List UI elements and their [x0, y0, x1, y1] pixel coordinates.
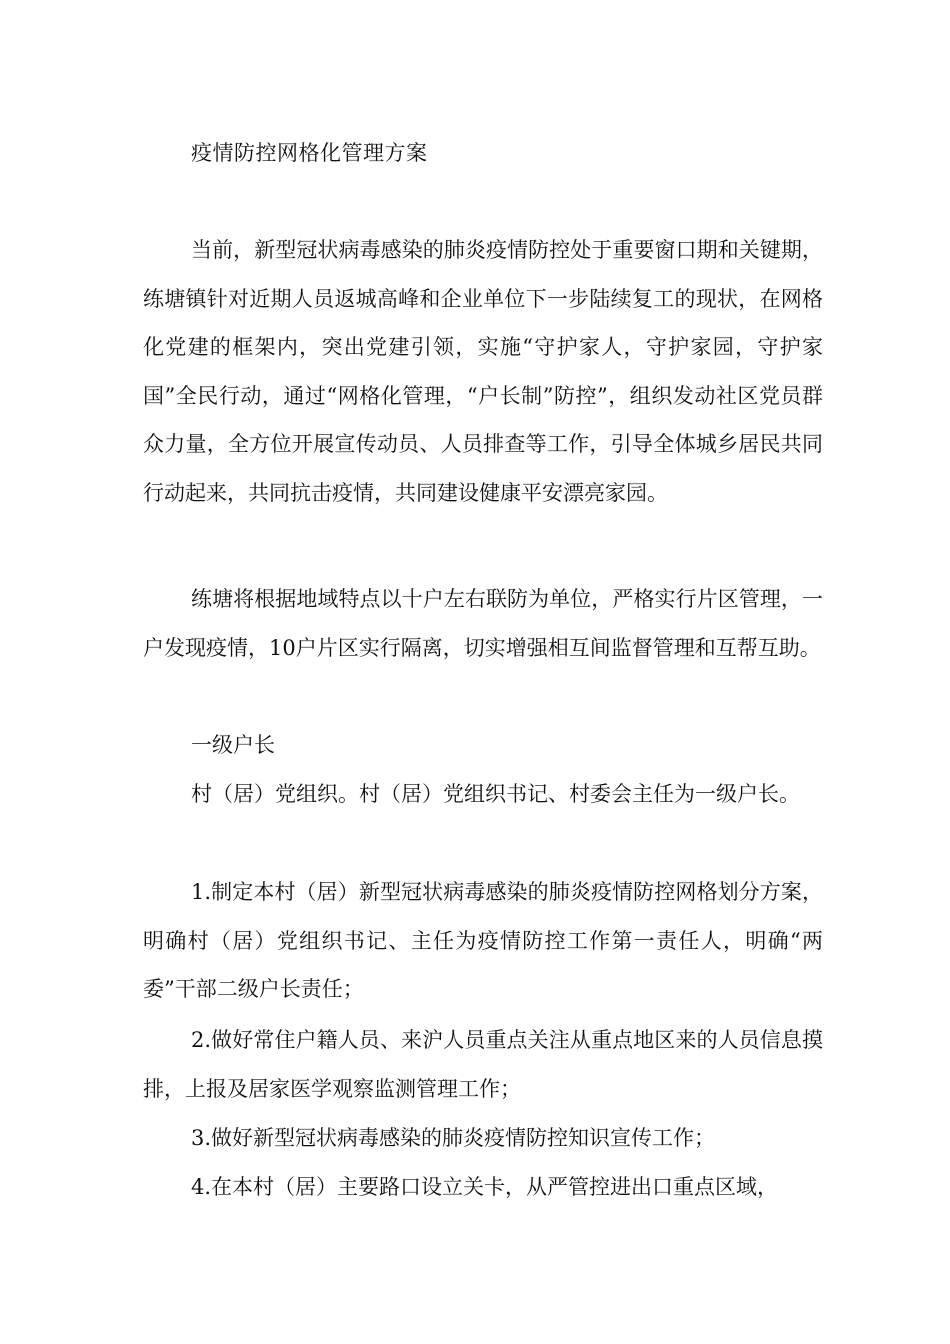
paragraph-first-level-def: 村（居）党组织。村（居）党组织书记、村委会主任为一级户长。 [191, 782, 800, 806]
document-title: 疫情防控网格化管理方案 [191, 141, 428, 165]
section-heading-first-level: 一级户长 [191, 733, 275, 757]
list-item-2: 2.做好常住户籍人员、来沪人员重点关注从重点地区来的人员信息摸排，上报及居家医学观察监测管理工作； [143, 1028, 823, 1101]
list-item-3: 3.做好新型冠状病毒感染的肺炎疫情防控知识宣传工作； [191, 1126, 716, 1150]
list-item-4: 4.在本村（居）主要路口设立关卡，从严管控进出口重点区域， [191, 1175, 779, 1199]
list-item-1: 1.制定本村（居）新型冠状病毒感染的肺炎疫情防控网格划分方案，明确村（居）党组织书记、主任为疫情防控工作第一责任人，明确“两委”干部二级户长责任； [143, 880, 823, 1001]
paragraph-joint-defense: 练塘将根据地域特点以十户左右联防为单位，严格实行片区管理，一户发现疫情，10户片区实行隔离，切实增强相互间监督管理和互帮互助。 [143, 587, 823, 660]
paragraph-intro: 当前，新型冠状病毒感染的肺炎疫情防控处于重要窗口期和关键期，练塘镇针对近期人员返城高峰和企业单位下一步陆续复工的现状，在网格化党建的框架内，突出党建引领，实施“守护家人，守护家园，守护家国”全民行动，通过“网格化管理，“户长制”防控”，组织发动社区党员群众力量，全方位开展宣传动员、人员排查等工作，引导全体城乡居民共同行动起来，共同抗击疫情，共同建设健康平安漂亮家园。 [143, 238, 823, 505]
